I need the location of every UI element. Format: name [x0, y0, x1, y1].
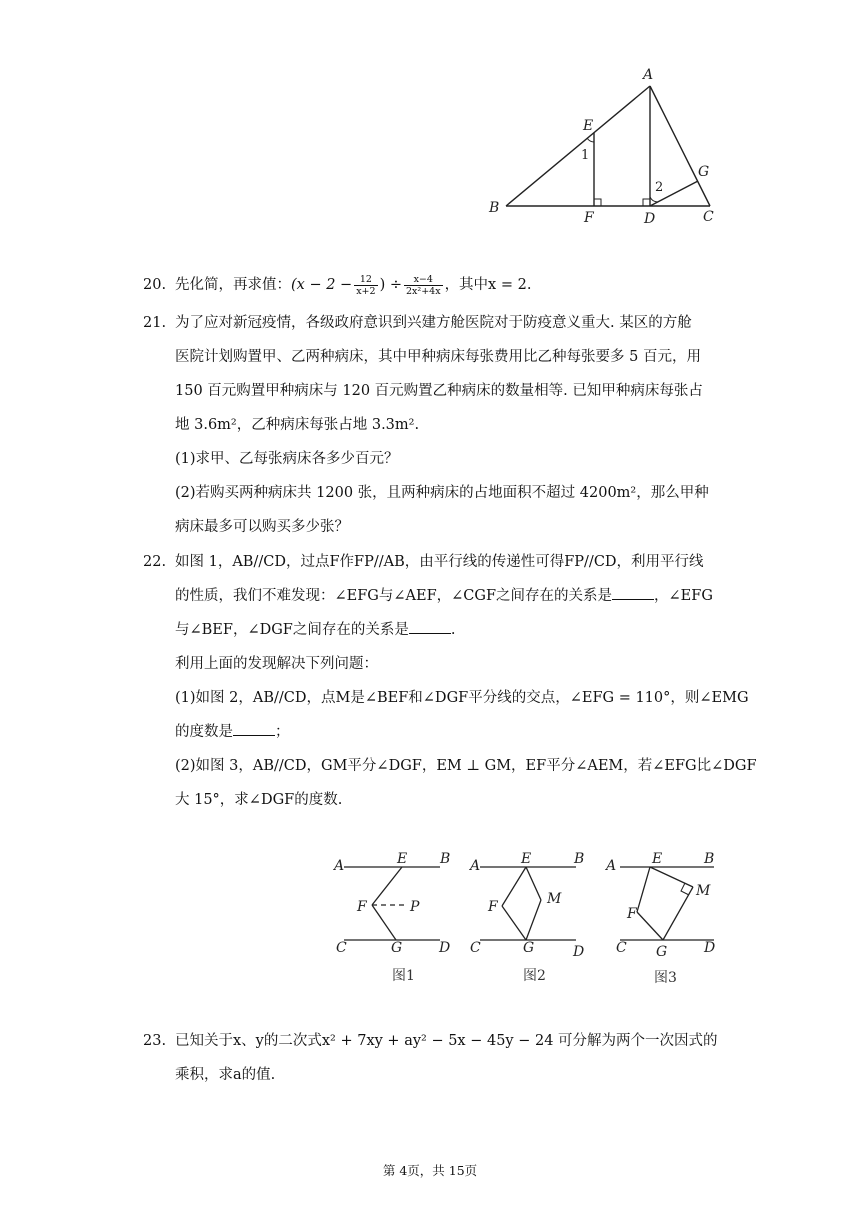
figure-3: [620, 867, 714, 940]
fig2-label-C: C: [470, 940, 481, 956]
question-20: [143, 268, 723, 302]
fig1-label-F: F: [357, 899, 367, 915]
fig3-line-FG: [637, 912, 663, 940]
q22-part-1: (1)如图 2，AB//CD，点M是∠BEF和∠DGF平分线的交点，∠EFG = 110°，则∠EMG: [175, 690, 749, 706]
line-BA: [506, 86, 650, 206]
q20-frac1-numerator: 12: [354, 274, 377, 286]
q20-fraction-2: [404, 274, 443, 297]
q21-part-1: (1)求甲、乙每张病床各多少百元？: [175, 451, 399, 467]
fig1-label-P: P: [410, 899, 420, 915]
label-E: E: [583, 118, 594, 134]
fig1-line-EF: [372, 867, 402, 905]
fig1-label-B: B: [440, 851, 451, 867]
q20-frac2-denominator: 2x²+4x: [405, 285, 441, 297]
fig2-line-EF: [502, 867, 526, 906]
q22-line-2: [175, 579, 723, 613]
fig3-label-G: G: [656, 944, 668, 960]
label-B: B: [489, 200, 500, 216]
q22-line-1: 如图 1，AB//CD，过点F作FP//AB，由平行线的传递性可得FP//CD，利用平行线: [175, 554, 704, 570]
q20-condition: ，其中x = 2.: [444, 277, 532, 293]
fig1-label-D: D: [439, 940, 451, 956]
question-23-body: [175, 1024, 723, 1092]
q20-expr-open: (x − 2 −: [291, 277, 353, 293]
fig3-label-F: F: [627, 906, 637, 922]
fig2-label-D: D: [573, 944, 585, 960]
q20-frac2-numerator: x−4: [404, 274, 443, 286]
q21-line: 病床最多可以购买多少张？: [175, 519, 349, 535]
label-G: G: [698, 164, 710, 180]
fig3-caption: 图3: [654, 970, 677, 986]
fig1-label-E: E: [397, 851, 408, 867]
fig3-label-D: D: [704, 940, 716, 956]
fig2-label-M: M: [547, 891, 562, 907]
fig2-label-A: A: [470, 858, 481, 874]
label-D: D: [644, 211, 656, 227]
parallel-lines-figures-svg: [330, 848, 730, 993]
fig2-line-EM: [526, 867, 541, 900]
label-C: C: [703, 209, 714, 225]
question-number: 21.: [143, 315, 167, 331]
question-21: [143, 306, 723, 544]
q22-line-4: 利用上面的发现解决下列问题：: [175, 656, 378, 672]
question-22: [143, 545, 757, 817]
q22-part-2: (2)如图 3，AB//CD，GM平分∠DGF，EM ⊥ GM，EF平分∠AEM，若∠EFG比∠DGF: [175, 758, 757, 774]
q20-fraction-1: [354, 274, 377, 297]
question-21-body: [175, 306, 723, 544]
label-angle-2: 2: [655, 180, 664, 195]
q23-line-2: 乘积，求a的值.: [175, 1067, 276, 1083]
q22-line-3-tail: .: [450, 622, 456, 638]
q21-line: 为了应对新冠疫情，各级政府意识到兴建方舱医院对于防疫意义重大. 某区的方舱: [175, 315, 692, 331]
parallel-lines-figures: [330, 848, 730, 993]
fig1-label-C: C: [336, 940, 347, 956]
answer-blank-2[interactable]: [409, 619, 451, 634]
q20-expr-mid: ) ÷: [379, 277, 402, 293]
question-number: 22.: [143, 554, 167, 570]
q21-line: 地 3.6m²，乙种病床每张占地 3.3m².: [175, 417, 420, 433]
question-20-body: [175, 268, 723, 302]
fig2-label-E: E: [521, 851, 532, 867]
q21-part-2: (2)若购买两种病床共 1200 张，且两种病床的占地面积不超过 4200m²，那么甲种: [175, 485, 709, 501]
fig1-label-G: G: [391, 940, 403, 956]
fig2-line-FG: [502, 906, 526, 940]
q20-intro: 先化简，再求值：: [175, 277, 291, 293]
q22-line-3: [175, 613, 723, 647]
page-footer: 第 4页，共 15页: [382, 1163, 478, 1178]
q22-line-6-text: 的度数是: [175, 724, 233, 740]
fig3-label-M: M: [696, 883, 711, 899]
fig1-line-FG: [372, 905, 396, 940]
q21-line: 150 百元购置甲种病床与 120 百元购置乙种病床的数量相等. 已知甲种病床每张占: [175, 383, 703, 399]
fig2-label-G: G: [523, 940, 535, 956]
fig2-label-F: F: [488, 899, 498, 915]
fig3-label-E: E: [652, 851, 663, 867]
angle-2-arc: [650, 197, 658, 202]
fig2-label-B: B: [574, 851, 585, 867]
fig3-label-C: C: [616, 940, 627, 956]
fig3-label-A: A: [606, 858, 617, 874]
angle-1-arc: [587, 138, 594, 142]
q22-line-2-tail: ，∠EFG: [654, 588, 713, 604]
label-angle-1: 1: [581, 148, 590, 163]
question-number: 23.: [143, 1033, 167, 1049]
q23-line-1: 已知关于x、y的二次式x² + 7xy + ay² − 5x − 45y − 24 可分解为两个一次因式的: [175, 1033, 718, 1049]
fig2-line-MG: [526, 900, 541, 940]
fig1-caption: 图1: [392, 968, 415, 984]
question-22-body: [175, 545, 757, 817]
q22-line-3-text: 与∠BEF，∠DGF之间存在的关系是: [175, 622, 409, 638]
fig3-line-EF: [637, 867, 650, 912]
answer-blank-3[interactable]: [233, 721, 275, 736]
question-23: [143, 1024, 723, 1092]
label-A: A: [643, 67, 654, 83]
fig2-caption: 图2: [523, 968, 546, 984]
q20-frac1-denominator: x+2: [356, 285, 376, 297]
q22-line-2-text: 的性质，我们不难发现：∠EFG与∠AEF，∠CGF之间存在的关系是: [175, 588, 613, 604]
fig3-line-EM: [650, 867, 693, 887]
fig3-label-B: B: [704, 851, 715, 867]
question-number: 20.: [143, 277, 167, 293]
q22-line-6-tail: ；: [275, 724, 290, 740]
q21-line: 医院计划购置甲、乙两种病床，其中甲种病床每张费用比乙种每张要多 5 百元，用: [175, 349, 701, 365]
answer-blank-1[interactable]: [612, 585, 654, 600]
triangle-figure: [480, 62, 730, 232]
right-angle-D: [643, 199, 650, 206]
fig1-label-A: A: [334, 858, 345, 874]
right-angle-F: [594, 199, 601, 206]
label-F: F: [584, 210, 594, 226]
q22-line-8: 大 15°，求∠DGF的度数.: [175, 792, 343, 808]
triangle-figure-svg: [480, 62, 730, 232]
q22-line-6: [175, 715, 723, 749]
